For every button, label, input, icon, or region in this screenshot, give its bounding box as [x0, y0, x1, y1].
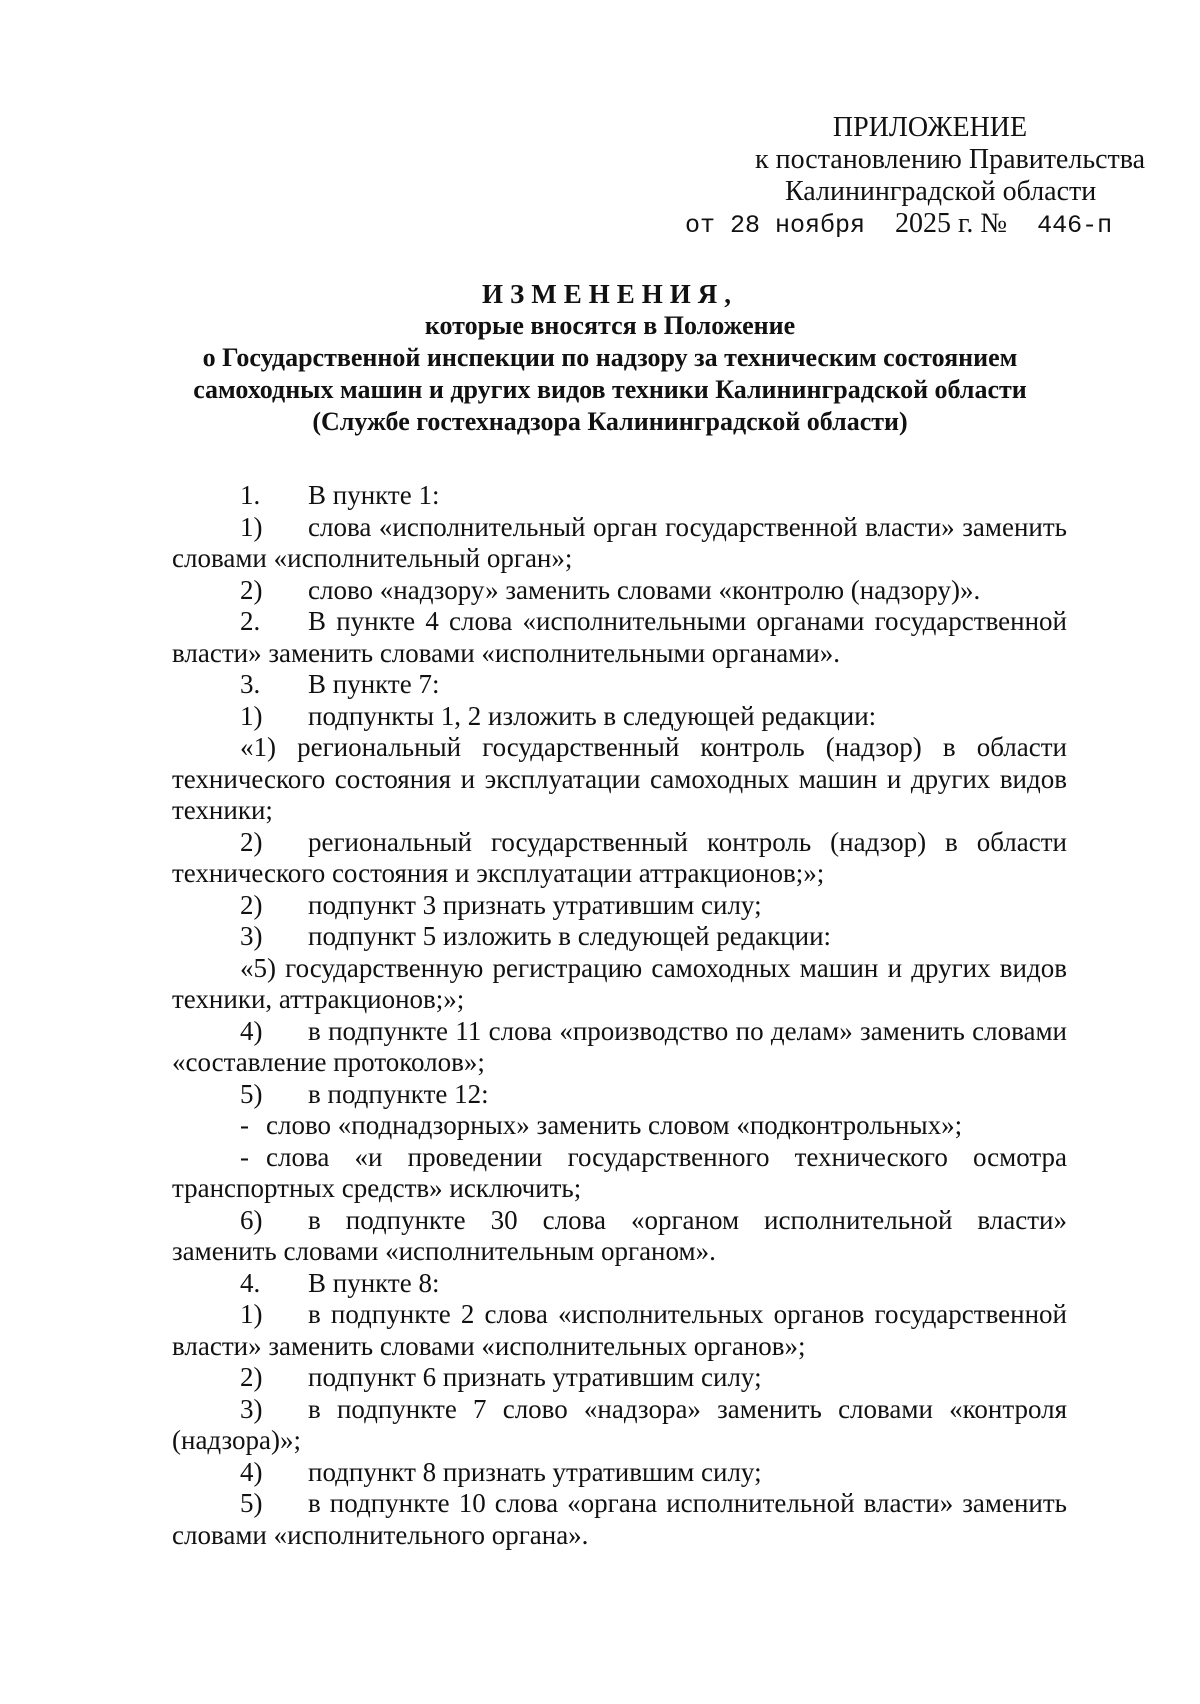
item-number: 4): [240, 1015, 263, 1046]
item-text: В пункте 1:: [308, 480, 440, 510]
item-number: 4): [240, 1456, 263, 1487]
item-text: «1) региональный государственный контроль (надзор) в области технического состояния и эксплуатации самоходных машин и других видов техники;: [172, 732, 1067, 825]
heading-line-2: о Государственной инспекции по надзору за техническим состоянием: [202, 343, 1018, 372]
item-number: 1): [240, 511, 263, 542]
list-item: [172, 1362, 1067, 1394]
heading-line-3: самоходных машин и других видов техники Калининградской области: [193, 375, 1027, 404]
appendix-line-region: Калининградской области: [785, 176, 1097, 207]
item-text: в подпункте 11 слова «производство по делам» заменить словами «составление протоколов»;: [172, 1015, 1067, 1077]
item-text: слово «надзору» заменить словами «контролю (надзору)».: [308, 574, 981, 605]
item-text: подпункт 3 признать утратившим силу;: [308, 889, 762, 920]
list-item: [172, 1299, 1067, 1362]
list-item: [172, 1142, 1067, 1205]
list-item: [172, 1457, 1067, 1489]
list-item: [172, 606, 1067, 669]
item-text: в подпункте 7 слово «надзора» заменить словами «контроля (надзора)»;: [172, 1393, 1067, 1455]
item-text: в подпункте 30 слова «органом исполнительной власти» заменить словами «исполнительным органом».: [172, 1204, 1067, 1266]
item-dash: -: [240, 1110, 249, 1140]
list-item: [172, 1016, 1067, 1079]
appendix-year: 2025 г. №: [895, 208, 1008, 239]
list-item: [172, 1110, 1067, 1142]
item-number: 3.: [240, 669, 261, 699]
item-number: 1): [240, 1299, 263, 1329]
item-text: региональный государственный контроль (надзор) в области технического состояния и эксплуатации аттракционов;»;: [172, 826, 1067, 888]
item-text: «5) государственную регистрацию самоходных машин и других видов техники, аттракционов;»;: [172, 952, 1067, 1014]
appendix-date-line: [685, 208, 1120, 242]
item-text: подпункты 1, 2 изложить в следующей редакции:: [308, 700, 877, 731]
item-number: 5): [240, 1078, 263, 1109]
item-number: 4.: [240, 1267, 261, 1298]
item-text: В пункте 4 слова «исполнительными органами государственной власти» заменить словами «исполнительными органами».: [172, 606, 1067, 668]
appendix-line-decree: к постановлению Правительства: [755, 144, 1146, 175]
list-item: [172, 701, 1067, 733]
item-number: 1.: [240, 480, 261, 510]
item-number: 5): [240, 1488, 263, 1518]
item-number: 2.: [240, 606, 261, 636]
item-text: слова «и проведении государственного технического осмотра транспортных средств» исключить;: [172, 1141, 1067, 1203]
item-text: В пункте 8:: [308, 1267, 440, 1298]
item-text: подпункт 5 изложить в следующей редакции:: [308, 921, 832, 951]
appendix-date: от 28 ноября: [685, 211, 866, 240]
list-item: [172, 1268, 1067, 1300]
item-number: 2): [240, 889, 263, 920]
item-number: 2): [240, 826, 263, 857]
heading-main: ИЗМЕНЕНИЯ,: [481, 279, 738, 309]
item-text: В пункте 7:: [308, 669, 440, 699]
document-body: [172, 480, 1067, 1551]
list-item: [172, 921, 1067, 953]
item-text: в подпункте 2 слова «исполнительных органов государственной власти» заменить словами «исполнительных органов»;: [172, 1299, 1067, 1361]
item-number: 2): [240, 1362, 263, 1392]
item-text: в подпункте 12:: [308, 1078, 489, 1109]
list-item: [172, 512, 1067, 575]
list-item: [172, 890, 1067, 922]
appendix-title: ПРИЛОЖЕНИЕ: [832, 112, 1028, 143]
item-number: 2): [240, 574, 263, 605]
item-number: 3): [240, 1393, 263, 1424]
item-dash: -: [240, 1141, 249, 1172]
list-item: [172, 480, 1067, 512]
item-number: 6): [240, 1204, 263, 1235]
list-item: [172, 732, 1067, 827]
heading-line-4: (Службе гостехнадзора Калининградской области): [312, 407, 908, 436]
list-item: [172, 575, 1067, 607]
list-item: [172, 953, 1067, 1016]
item-text: подпункт 6 признать утратившим силу;: [308, 1362, 762, 1392]
list-item: [172, 1079, 1067, 1111]
list-item: [172, 1488, 1067, 1551]
document-heading: [160, 278, 1060, 438]
item-text: слова «исполнительный орган государственной власти» заменить словами «исполнительный орган»;: [172, 511, 1067, 573]
appendix-number: 446-п: [1037, 211, 1113, 240]
heading-line-1: которые вносятся в Положение: [424, 311, 796, 340]
item-text: слово «поднадзорных» заменить словом «подконтрольных»;: [266, 1110, 963, 1140]
list-item: [172, 669, 1067, 701]
list-item: [172, 827, 1067, 890]
item-number: 3): [240, 921, 263, 951]
appendix-stamp: [685, 112, 1146, 242]
item-text: подпункт 8 признать утратившим силу;: [308, 1456, 762, 1487]
item-text: в подпункте 10 слова «органа исполнительной власти» заменить словами «исполнительного органа».: [172, 1488, 1067, 1550]
list-item: [172, 1205, 1067, 1268]
list-item: [172, 1394, 1067, 1457]
item-number: 1): [240, 700, 263, 731]
